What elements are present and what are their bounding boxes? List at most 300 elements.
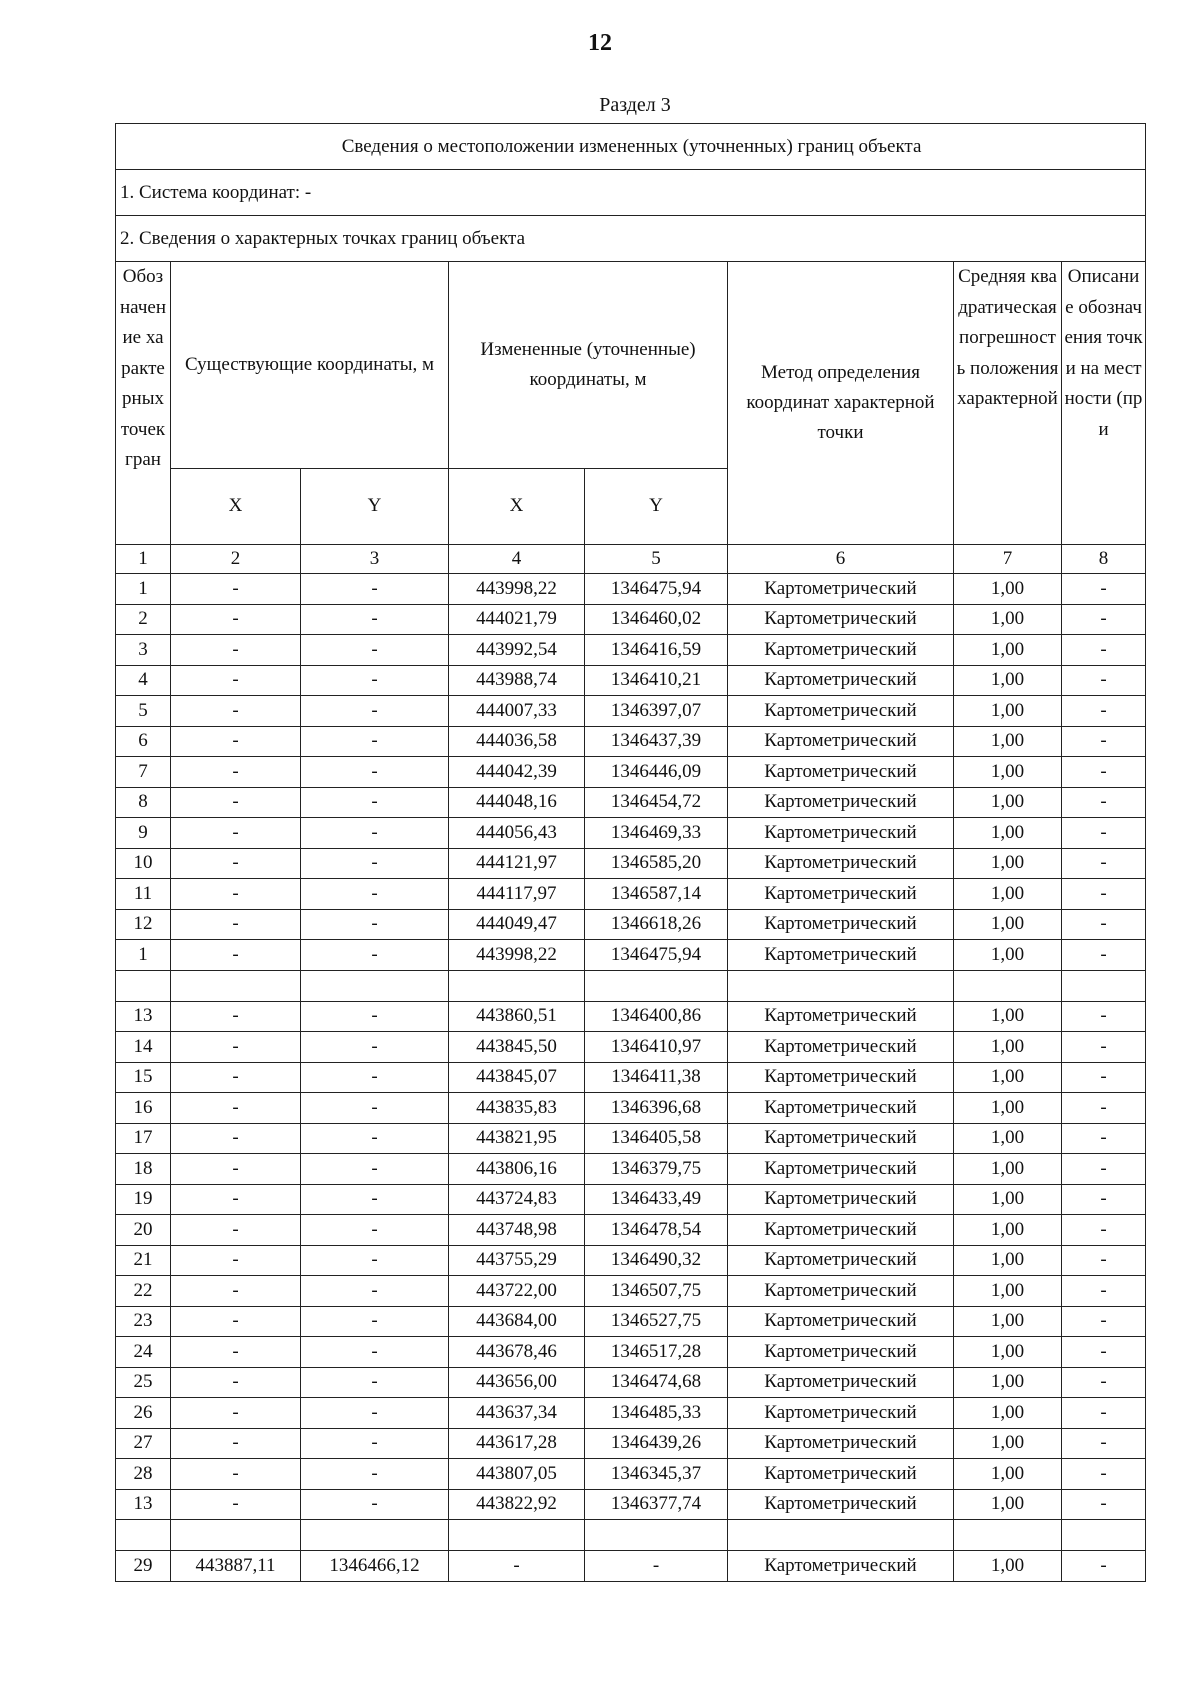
- changed-x-cell: 444042,39: [449, 757, 585, 788]
- description-cell: -: [1062, 940, 1146, 971]
- existing-y-cell: -: [301, 665, 449, 696]
- description-cell: -: [1062, 696, 1146, 727]
- table-row: [116, 1215, 1146, 1246]
- existing-x-cell: -: [171, 879, 301, 910]
- table-row: [116, 1337, 1146, 1368]
- existing-x-cell: -: [171, 1367, 301, 1398]
- table-row: [116, 1276, 1146, 1307]
- existing-y-cell: -: [301, 1093, 449, 1124]
- empty-cell: [116, 970, 171, 1001]
- method-cell: Картометрический: [728, 1276, 954, 1307]
- changed-y-cell: 1346411,38: [585, 1062, 728, 1093]
- changed-x-cell: 443748,98: [449, 1215, 585, 1246]
- existing-x-cell: -: [171, 787, 301, 818]
- description-cell: -: [1062, 1154, 1146, 1185]
- changed-y-cell: 1346490,32: [585, 1245, 728, 1276]
- changed-x-cell: 444048,16: [449, 787, 585, 818]
- table-row: [116, 1032, 1146, 1063]
- rms-error-cell: 1,00: [954, 1428, 1062, 1459]
- changed-y-cell: 1346400,86: [585, 1001, 728, 1032]
- existing-x-cell: -: [171, 1398, 301, 1429]
- existing-x-cell: -: [171, 1245, 301, 1276]
- table-row: [116, 818, 1146, 849]
- column-numbers-row: [116, 545, 1146, 574]
- table-row: [116, 665, 1146, 696]
- column-number: 4: [449, 545, 585, 574]
- rms-error-cell: 1,00: [954, 1184, 1062, 1215]
- description-cell: -: [1062, 1337, 1146, 1368]
- header-description: Описание обозначения точки на местности (при: [1062, 262, 1146, 545]
- empty-cell: [585, 970, 728, 1001]
- changed-x-cell: 443998,22: [449, 940, 585, 971]
- column-number: 5: [585, 545, 728, 574]
- header-existing-x: X: [171, 468, 301, 544]
- changed-x-cell: 443656,00: [449, 1367, 585, 1398]
- changed-y-cell: 1346410,21: [585, 665, 728, 696]
- existing-y-cell: -: [301, 1459, 449, 1490]
- table-row: [116, 1459, 1146, 1490]
- method-cell: Картометрический: [728, 665, 954, 696]
- column-number: 7: [954, 545, 1062, 574]
- point-number-cell: 28: [116, 1459, 171, 1490]
- point-number-cell: 15: [116, 1062, 171, 1093]
- table-row: [116, 1093, 1146, 1124]
- header-existing-y: Y: [301, 468, 449, 544]
- existing-y-cell: -: [301, 1489, 449, 1520]
- changed-y-cell: 1346585,20: [585, 848, 728, 879]
- changed-x-cell: 444007,33: [449, 696, 585, 727]
- column-number: 8: [1062, 545, 1146, 574]
- existing-x-cell: -: [171, 1093, 301, 1124]
- changed-x-cell: 443845,07: [449, 1062, 585, 1093]
- empty-cell: [301, 970, 449, 1001]
- table-row: [116, 1123, 1146, 1154]
- description-cell: -: [1062, 757, 1146, 788]
- method-cell: Картометрический: [728, 879, 954, 910]
- rms-error-cell: 1,00: [954, 1276, 1062, 1307]
- changed-y-cell: 1346475,94: [585, 574, 728, 605]
- point-number-cell: 13: [116, 1001, 171, 1032]
- point-number-cell: 6: [116, 726, 171, 757]
- method-cell: Картометрический: [728, 574, 954, 605]
- empty-cell: [301, 1520, 449, 1551]
- point-number-cell: 22: [116, 1276, 171, 1307]
- existing-x-cell: 443887,11: [171, 1551, 301, 1582]
- existing-x-cell: -: [171, 909, 301, 940]
- existing-x-cell: -: [171, 940, 301, 971]
- changed-x-cell: 444121,97: [449, 848, 585, 879]
- changed-y-cell: 1346397,07: [585, 696, 728, 727]
- changed-x-cell: 443860,51: [449, 1001, 585, 1032]
- changed-x-cell: 443637,34: [449, 1398, 585, 1429]
- empty-cell: [1062, 970, 1146, 1001]
- changed-x-cell: 443988,74: [449, 665, 585, 696]
- changed-x-cell: 443724,83: [449, 1184, 585, 1215]
- table-row: [116, 1154, 1146, 1185]
- existing-x-cell: -: [171, 1276, 301, 1307]
- existing-x-cell: -: [171, 1428, 301, 1459]
- changed-x-cell: 444036,58: [449, 726, 585, 757]
- rms-error-cell: 1,00: [954, 1337, 1062, 1368]
- existing-y-cell: -: [301, 1428, 449, 1459]
- description-cell: -: [1062, 726, 1146, 757]
- existing-y-cell: -: [301, 1245, 449, 1276]
- existing-x-cell: -: [171, 1459, 301, 1490]
- description-cell: -: [1062, 879, 1146, 910]
- point-number-cell: 2: [116, 604, 171, 635]
- description-cell: -: [1062, 1093, 1146, 1124]
- changed-y-cell: -: [585, 1551, 728, 1582]
- empty-cell: [449, 970, 585, 1001]
- existing-y-cell: -: [301, 1123, 449, 1154]
- coordinate-system: 1. Система координат: -: [116, 170, 1146, 216]
- existing-y-cell: -: [301, 848, 449, 879]
- point-number-cell: 10: [116, 848, 171, 879]
- table-row: [116, 1062, 1146, 1093]
- empty-cell: [449, 1520, 585, 1551]
- changed-y-cell: 1346485,33: [585, 1398, 728, 1429]
- point-number-cell: 1: [116, 574, 171, 605]
- changed-y-cell: 1346416,59: [585, 635, 728, 666]
- description-cell: -: [1062, 665, 1146, 696]
- existing-x-cell: -: [171, 1489, 301, 1520]
- existing-y-cell: -: [301, 726, 449, 757]
- description-cell: -: [1062, 1551, 1146, 1582]
- existing-y-cell: -: [301, 1184, 449, 1215]
- changed-x-cell: 443992,54: [449, 635, 585, 666]
- existing-y-cell: -: [301, 879, 449, 910]
- changed-y-cell: 1346454,72: [585, 787, 728, 818]
- changed-y-cell: 1346410,97: [585, 1032, 728, 1063]
- description-cell: -: [1062, 1489, 1146, 1520]
- existing-y-cell: -: [301, 696, 449, 727]
- table-row: [116, 1367, 1146, 1398]
- description-cell: -: [1062, 818, 1146, 849]
- column-number: 1: [116, 545, 171, 574]
- point-number-cell: 24: [116, 1337, 171, 1368]
- existing-y-cell: -: [301, 757, 449, 788]
- table-row: [116, 879, 1146, 910]
- description-cell: -: [1062, 909, 1146, 940]
- point-number-cell: 29: [116, 1551, 171, 1582]
- existing-y-cell: -: [301, 574, 449, 605]
- description-cell: -: [1062, 1184, 1146, 1215]
- empty-cell: [585, 1520, 728, 1551]
- changed-x-cell: 444049,47: [449, 909, 585, 940]
- table-row: [116, 940, 1146, 971]
- existing-x-cell: -: [171, 635, 301, 666]
- changed-y-cell: 1346377,74: [585, 1489, 728, 1520]
- changed-y-cell: 1346507,75: [585, 1276, 728, 1307]
- description-cell: -: [1062, 1306, 1146, 1337]
- changed-x-cell: 443821,95: [449, 1123, 585, 1154]
- changed-x-cell: -: [449, 1551, 585, 1582]
- changed-x-cell: 443822,92: [449, 1489, 585, 1520]
- point-number-cell: 17: [116, 1123, 171, 1154]
- changed-y-cell: 1346345,37: [585, 1459, 728, 1490]
- existing-x-cell: -: [171, 1306, 301, 1337]
- rms-error-cell: 1,00: [954, 665, 1062, 696]
- existing-x-cell: -: [171, 1001, 301, 1032]
- existing-y-cell: -: [301, 940, 449, 971]
- rms-error-cell: 1,00: [954, 726, 1062, 757]
- table-row: [116, 1398, 1146, 1429]
- header-existing-coords: Существующие координаты, м: [171, 262, 449, 469]
- existing-x-cell: -: [171, 1062, 301, 1093]
- method-cell: Картометрический: [728, 1215, 954, 1246]
- point-number-cell: 9: [116, 818, 171, 849]
- rms-error-cell: 1,00: [954, 818, 1062, 849]
- description-cell: -: [1062, 1215, 1146, 1246]
- description-cell: -: [1062, 604, 1146, 635]
- existing-y-cell: -: [301, 1001, 449, 1032]
- rms-error-cell: 1,00: [954, 848, 1062, 879]
- rms-error-cell: 1,00: [954, 574, 1062, 605]
- description-cell: -: [1062, 1428, 1146, 1459]
- method-cell: Картометрический: [728, 818, 954, 849]
- changed-y-cell: 1346433,49: [585, 1184, 728, 1215]
- description-cell: -: [1062, 1367, 1146, 1398]
- table-row: [116, 1428, 1146, 1459]
- rms-error-cell: 1,00: [954, 1093, 1062, 1124]
- changed-x-cell: 443722,00: [449, 1276, 585, 1307]
- column-number: 6: [728, 545, 954, 574]
- empty-cell: [116, 1520, 171, 1551]
- rms-error-cell: 1,00: [954, 1551, 1062, 1582]
- existing-x-cell: -: [171, 1032, 301, 1063]
- point-number-cell: 11: [116, 879, 171, 910]
- header-point-designation: Обозначение характерных точек гран: [116, 262, 171, 545]
- rms-error-cell: 1,00: [954, 787, 1062, 818]
- existing-x-cell: -: [171, 1123, 301, 1154]
- rms-error-cell: 1,00: [954, 1215, 1062, 1246]
- existing-y-cell: -: [301, 1337, 449, 1368]
- description-cell: -: [1062, 1276, 1146, 1307]
- point-number-cell: 4: [116, 665, 171, 696]
- existing-y-cell: 1346466,12: [301, 1551, 449, 1582]
- point-number-cell: 20: [116, 1215, 171, 1246]
- method-cell: Картометрический: [728, 1184, 954, 1215]
- method-cell: Картометрический: [728, 787, 954, 818]
- rms-error-cell: 1,00: [954, 1123, 1062, 1154]
- changed-x-cell: 443617,28: [449, 1428, 585, 1459]
- column-number: 3: [301, 545, 449, 574]
- description-cell: -: [1062, 787, 1146, 818]
- existing-x-cell: -: [171, 1184, 301, 1215]
- method-cell: Картометрический: [728, 757, 954, 788]
- rms-error-cell: 1,00: [954, 1367, 1062, 1398]
- point-number-cell: 23: [116, 1306, 171, 1337]
- page-number: 12: [588, 30, 612, 56]
- header-rms-error: Средняя квадратическая погрешность положения характерной: [954, 262, 1062, 545]
- rms-error-cell: 1,00: [954, 1489, 1062, 1520]
- existing-y-cell: -: [301, 1276, 449, 1307]
- empty-cell: [171, 1520, 301, 1551]
- boundary-points-table: [115, 123, 1146, 1582]
- method-cell: Картометрический: [728, 1551, 954, 1582]
- table-row: [116, 1001, 1146, 1032]
- rms-error-cell: 1,00: [954, 696, 1062, 727]
- table-row: [116, 604, 1146, 635]
- changed-y-cell: 1346587,14: [585, 879, 728, 910]
- changed-x-cell: 443684,00: [449, 1306, 585, 1337]
- point-number-cell: 27: [116, 1428, 171, 1459]
- table-row: [116, 909, 1146, 940]
- table-row: [116, 574, 1146, 605]
- table-row: [116, 696, 1146, 727]
- empty-cell: [954, 970, 1062, 1001]
- rms-error-cell: 1,00: [954, 635, 1062, 666]
- method-cell: Картометрический: [728, 909, 954, 940]
- rms-error-cell: 1,00: [954, 1001, 1062, 1032]
- changed-y-cell: 1346446,09: [585, 757, 728, 788]
- existing-x-cell: -: [171, 1215, 301, 1246]
- method-cell: Картометрический: [728, 1093, 954, 1124]
- existing-y-cell: -: [301, 909, 449, 940]
- changed-x-cell: 443755,29: [449, 1245, 585, 1276]
- point-number-cell: 8: [116, 787, 171, 818]
- method-cell: Картометрический: [728, 1123, 954, 1154]
- rms-error-cell: 1,00: [954, 604, 1062, 635]
- table-row: [116, 787, 1146, 818]
- header-changed-y: Y: [585, 468, 728, 544]
- point-number-cell: 19: [116, 1184, 171, 1215]
- method-cell: Картометрический: [728, 1428, 954, 1459]
- table-row: [116, 726, 1146, 757]
- method-cell: Картометрический: [728, 940, 954, 971]
- rms-error-cell: 1,00: [954, 757, 1062, 788]
- changed-x-cell: 444117,97: [449, 879, 585, 910]
- existing-y-cell: -: [301, 1154, 449, 1185]
- existing-x-cell: -: [171, 574, 301, 605]
- existing-y-cell: -: [301, 1062, 449, 1093]
- description-cell: -: [1062, 1245, 1146, 1276]
- changed-x-cell: 443807,05: [449, 1459, 585, 1490]
- changed-y-cell: 1346474,68: [585, 1367, 728, 1398]
- table-row: [116, 1489, 1146, 1520]
- changed-y-cell: 1346439,26: [585, 1428, 728, 1459]
- point-number-cell: 18: [116, 1154, 171, 1185]
- existing-y-cell: -: [301, 1032, 449, 1063]
- changed-x-cell: 444056,43: [449, 818, 585, 849]
- rms-error-cell: 1,00: [954, 1154, 1062, 1185]
- changed-y-cell: 1346527,75: [585, 1306, 728, 1337]
- description-cell: -: [1062, 1001, 1146, 1032]
- point-number-cell: 14: [116, 1032, 171, 1063]
- changed-x-cell: 444021,79: [449, 604, 585, 635]
- method-cell: Картометрический: [728, 1367, 954, 1398]
- point-number-cell: 21: [116, 1245, 171, 1276]
- description-cell: -: [1062, 1459, 1146, 1490]
- point-number-cell: 3: [116, 635, 171, 666]
- changed-y-cell: 1346379,75: [585, 1154, 728, 1185]
- points-caption: 2. Сведения о характерных точках границ объекта: [116, 216, 1146, 262]
- rms-error-cell: 1,00: [954, 1398, 1062, 1429]
- changed-y-cell: 1346405,58: [585, 1123, 728, 1154]
- existing-y-cell: -: [301, 818, 449, 849]
- rms-error-cell: 1,00: [954, 1459, 1062, 1490]
- rms-error-cell: 1,00: [954, 909, 1062, 940]
- rms-error-cell: 1,00: [954, 1062, 1062, 1093]
- table-row: [116, 1551, 1146, 1582]
- method-cell: Картометрический: [728, 848, 954, 879]
- existing-y-cell: -: [301, 1306, 449, 1337]
- changed-y-cell: 1346460,02: [585, 604, 728, 635]
- method-cell: Картометрический: [728, 726, 954, 757]
- point-number-cell: 7: [116, 757, 171, 788]
- header-method: Метод определения координат характерной точки: [728, 262, 954, 545]
- header-changed-coords: Измененные (уточненные) координаты, м: [449, 262, 728, 469]
- changed-y-cell: 1346618,26: [585, 909, 728, 940]
- empty-cell: [1062, 1520, 1146, 1551]
- description-cell: -: [1062, 635, 1146, 666]
- group-separator-row: [116, 970, 1146, 1001]
- point-number-cell: 13: [116, 1489, 171, 1520]
- description-cell: -: [1062, 1398, 1146, 1429]
- method-cell: Картометрический: [728, 1459, 954, 1490]
- method-cell: Картометрический: [728, 1398, 954, 1429]
- method-cell: Картометрический: [728, 1032, 954, 1063]
- description-cell: -: [1062, 574, 1146, 605]
- changed-y-cell: 1346469,33: [585, 818, 728, 849]
- method-cell: Картометрический: [728, 1306, 954, 1337]
- method-cell: Картометрический: [728, 604, 954, 635]
- existing-y-cell: -: [301, 635, 449, 666]
- rms-error-cell: 1,00: [954, 940, 1062, 971]
- rms-error-cell: 1,00: [954, 1245, 1062, 1276]
- group-separator-row: [116, 1520, 1146, 1551]
- rms-error-cell: 1,00: [954, 879, 1062, 910]
- existing-x-cell: -: [171, 757, 301, 788]
- point-number-cell: 12: [116, 909, 171, 940]
- point-number-cell: 5: [116, 696, 171, 727]
- point-number-cell: 25: [116, 1367, 171, 1398]
- existing-y-cell: -: [301, 1215, 449, 1246]
- changed-y-cell: 1346478,54: [585, 1215, 728, 1246]
- description-cell: -: [1062, 1062, 1146, 1093]
- existing-y-cell: -: [301, 604, 449, 635]
- changed-x-cell: 443845,50: [449, 1032, 585, 1063]
- existing-x-cell: -: [171, 818, 301, 849]
- method-cell: Картометрический: [728, 1337, 954, 1368]
- existing-x-cell: -: [171, 848, 301, 879]
- table-row: [116, 635, 1146, 666]
- rms-error-cell: 1,00: [954, 1306, 1062, 1337]
- changed-x-cell: 443835,83: [449, 1093, 585, 1124]
- existing-x-cell: -: [171, 604, 301, 635]
- method-cell: Картометрический: [728, 1154, 954, 1185]
- column-number: 2: [171, 545, 301, 574]
- empty-cell: [171, 970, 301, 1001]
- method-cell: Картометрический: [728, 1245, 954, 1276]
- existing-x-cell: -: [171, 1154, 301, 1185]
- method-cell: Картометрический: [728, 696, 954, 727]
- existing-x-cell: -: [171, 696, 301, 727]
- table-row: [116, 757, 1146, 788]
- empty-cell: [728, 970, 954, 1001]
- changed-y-cell: 1346475,94: [585, 940, 728, 971]
- existing-x-cell: -: [171, 726, 301, 757]
- description-cell: -: [1062, 1032, 1146, 1063]
- table-row: [116, 848, 1146, 879]
- empty-cell: [728, 1520, 954, 1551]
- description-cell: -: [1062, 848, 1146, 879]
- table-row: [116, 1184, 1146, 1215]
- changed-x-cell: 443806,16: [449, 1154, 585, 1185]
- method-cell: Картометрический: [728, 1001, 954, 1032]
- rms-error-cell: 1,00: [954, 1032, 1062, 1063]
- table-row: [116, 1306, 1146, 1337]
